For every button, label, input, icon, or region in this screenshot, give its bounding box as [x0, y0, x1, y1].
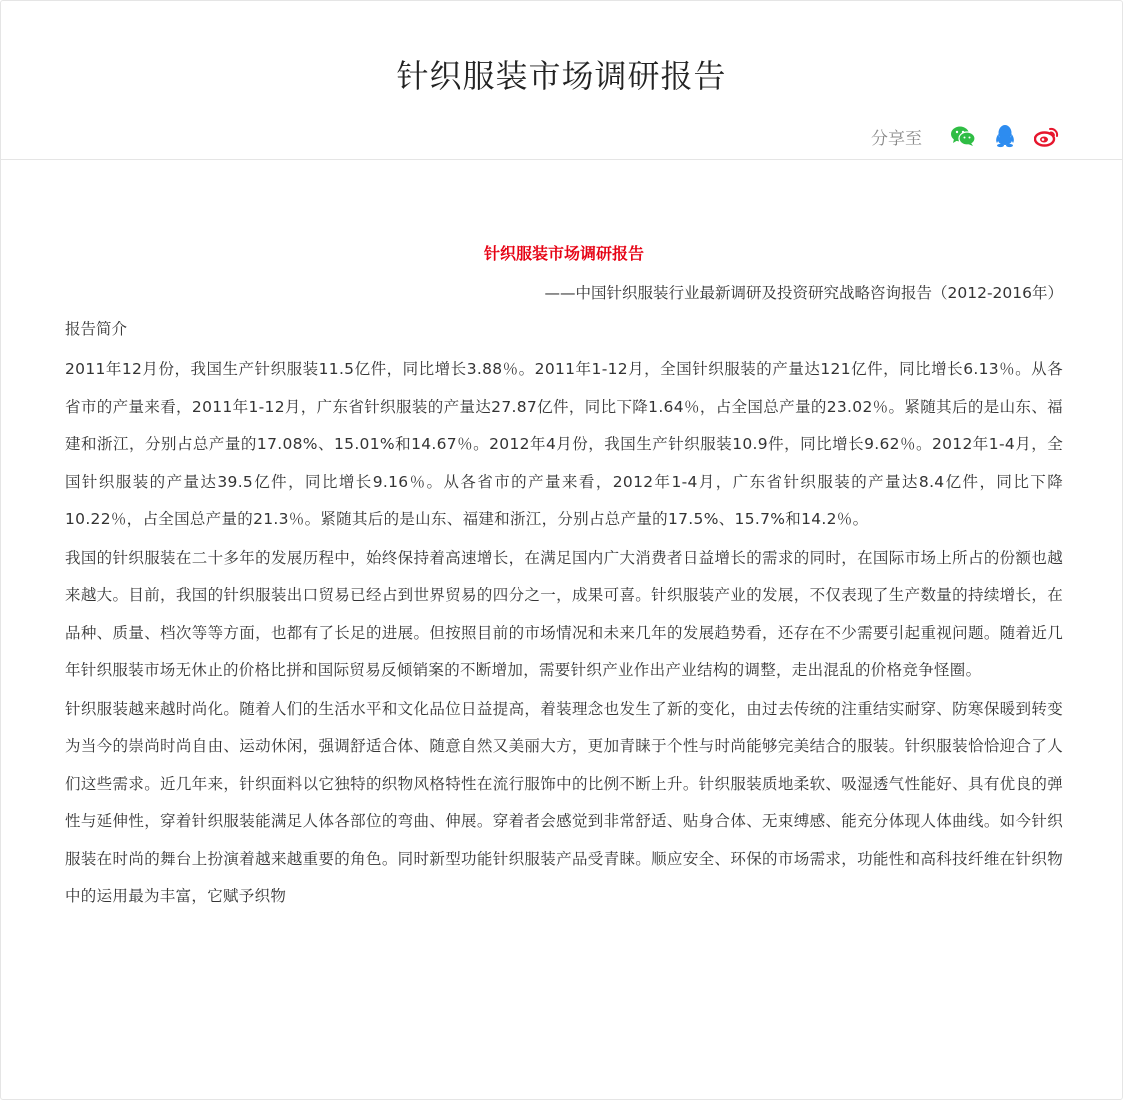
- page-header: [1, 1, 1122, 160]
- article-body: [65, 241, 1063, 917]
- paragraph: 我国的针织服装在二十多年的发展历程中，始终保持着高速增长，在满足国内广大消费者日益增长的需求的同时，在国际市场上所占的份额也越来越大。目前，我国的针织服装出口贸易已经占到世界贸易的四分之一，成果可喜。针织服装产业的发展，不仅表现了生产数量的持续增长，在品种、质量、档次等等方面，也都有了长足的进展。但按照目前的市场情况和未来几年的发展趋势看，还存在不少需要引起重视问题。随着近几年针织服装市场无休止的价格比拼和国际贸易反倾销案的不断增加，需要针织产业作出产业结构的调整，走出混乱的价格竞争怪圈。: [65, 548, 1063, 679]
- paragraph: 2011年12月份，我国生产针织服装11.5亿件，同比增长3.88％。2011年1-12月，全国针织服装的产量达121亿件，同比增长6.13％。从各省市的产量来看，2011年1-12月，广东省针织服装的产量达27.87亿件，同比下降1.64％，占全国总产量的23.02％。紧随其后的是山东、福建和浙江，分别占总产量的17.08%、15.01%和14.67％。2012年4月份，我国生产针织服装10.9件，同比增长9.62％。2012年1-4月，全国针织服装的产量达39.5亿件，同比增长9.16％。从各省市的产量来看，2012年1-4月，广东省针织服装的产量达8.4亿件，同比下降10.22％，占全国总产量的21.3％。紧随其后的是山东、福建和浙江，分别占总产量的17.5%、15.7%和14.2％。: [65, 360, 1063, 528]
- article-subtitle: ——中国针织服装行业最新调研及投资研究战略咨询报告（2012-2016年）: [544, 284, 1063, 302]
- section-label: 报告简介: [65, 320, 128, 338]
- paragraph: 针织服装越来越时尚化。随着人们的生活水平和文化品位日益提高，着装理念也发生了新的变化，由过去传统的注重结实耐穿、防寒保暖到转变为当今的崇尚时尚自由、运动休闲，强调舒适合体、随意自然又美丽大方，更加青睐于个性与时尚能够完美结合的服装。针织服装恰恰迎合了人们这些需求。近几年来，针织面料以它独特的织物风格特性在流行服饰中的比例不断上升。针织服装质地柔软、吸湿透气性能好、具有优良的弹性与延伸性，穿着针织服装能满足人体各部位的弯曲、伸展。穿着者会感觉到非常舒适、贴身合体、无束缚感、能充分体现人体曲线。如今针织服装在时尚的舞台上扮演着越来越重要的角色。同时新型功能针织服装产品受青睐。顺应安全、环保的市场需求，功能性和高科技纤维在针织物中的运用最为丰富，它赋予织物: [65, 699, 1063, 905]
- share-label: 分享至: [871, 128, 922, 149]
- share-bar: [871, 121, 1062, 151]
- qq-icon[interactable]: [990, 121, 1020, 151]
- wechat-icon[interactable]: [948, 121, 978, 151]
- article-title: 针织服装市场调研报告: [483, 244, 644, 263]
- page-title: 针织服装市场调研报告: [396, 57, 727, 95]
- weibo-icon[interactable]: [1032, 121, 1062, 151]
